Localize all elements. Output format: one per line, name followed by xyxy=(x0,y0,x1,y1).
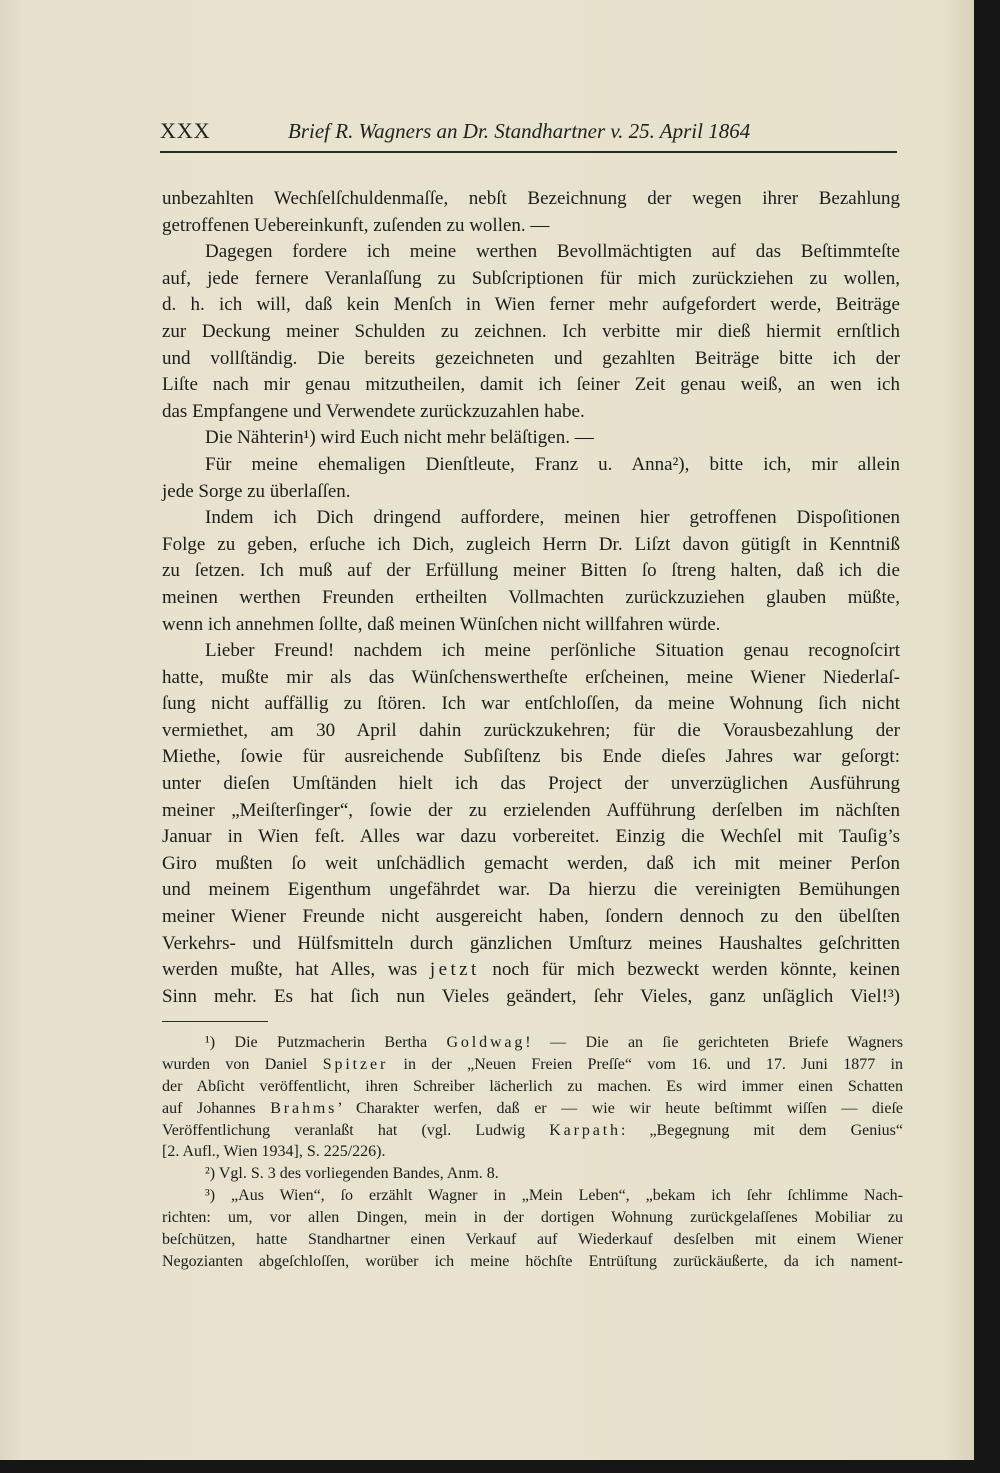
footnote-line: Negozianten abgeſchloſſen, worüber ich meine höchſte Entrüſtung zurückäußerte, da ich nament- xyxy=(162,1252,903,1270)
footnote-line xyxy=(162,1032,903,1054)
body-line: Dagegen fordere ich meine werthen Bevollmächtigten auf das Beſtimmteſte xyxy=(205,241,900,263)
spaced-emphasis: Brahms xyxy=(270,1099,338,1117)
body-line: Giro mußten ſo weit unſchädlich gemacht werden, daß ich mit meiner Perſon xyxy=(162,852,900,874)
body-line: Miethe, ſowie für ausreichende Subſiſtenz bis Ende dieſes Jahres war geſorgt: xyxy=(162,746,900,768)
text-segment: ¹) Die Putzmacherin Bertha xyxy=(205,1034,447,1051)
body-line: zur Deckung meiner Schulden zu zeichnen. Ich verbitte mir dieß hiermit ernſtlich xyxy=(162,320,900,342)
body-line: meiner Wiener Freunde nicht ausgereicht haben, ſondern dennoch zu den übelſten xyxy=(162,906,900,928)
body-line: und meinem Eigenthum ungefährdet war. Da hierzu die vereinigten Bemühungen xyxy=(162,879,900,901)
body-line: unter dieſen Umſtänden hielt ich das Project der unverzüglichen Ausführung xyxy=(162,773,900,795)
body-line: Januar in Wien feſt. Alles war dazu vorbereitet. Einzig die Wechſel mit Tauſig’s xyxy=(162,826,900,848)
body-line: Folge zu geben, erſuche ich Dich, zugleich Herrn Dr. Liſzt davon gütigſt in Kenntniß xyxy=(162,533,900,555)
footnote-line: ³) „Aus Wien“, ſo erzählt Wagner in „Mein Leben“, „bekam ich ſehr ſchlimme Nach- xyxy=(205,1187,903,1205)
body-line: Für meine ehemaligen Dienſtleute, Franz u. Anna²), bitte ich, mir allein xyxy=(205,453,900,475)
body-line: d. h. ich will, daß kein Menſch in Wien ferner mehr aufgefordert werde, Beiträge xyxy=(162,294,900,316)
body-line: jede Sorge zu überlaſſen. xyxy=(162,480,351,502)
footnote-line xyxy=(162,1054,903,1076)
body-line xyxy=(162,957,900,984)
text-segment: wurden von Daniel xyxy=(162,1055,323,1073)
text-segment: ! — Die an ſie gerichteten Briefe Wagners xyxy=(525,1034,903,1051)
body-line: Sinn mehr. Es hat ſich nun Vieles geändert, ſehr Vieles, ganz unſäglich Viel!³) xyxy=(162,985,900,1007)
page-number: XXX xyxy=(160,118,211,143)
text-segment: auf Johannes xyxy=(162,1099,271,1117)
body-line: zu ſetzen. Ich muß auf der Erfüllung meiner Bitten ſo ſtreng halten, daß ich die xyxy=(162,560,900,582)
spaced-emphasis: jetzt xyxy=(429,959,480,981)
text-segment: in der „Neuen Freien Preſſe“ vom 16. und 17. Juni 1877 in xyxy=(388,1055,904,1073)
body-line: getroffenen Uebereinkunft, zuſenden zu wollen. — xyxy=(162,214,550,236)
body-text xyxy=(162,186,900,1010)
body-line: Indem ich Dich dringend auffordere, meinen hier getroffenen Dispoſitionen xyxy=(205,507,900,529)
footnotes xyxy=(162,1032,903,1273)
footnote-rule xyxy=(162,1021,268,1022)
footnote-line xyxy=(162,1098,903,1120)
body-line: auf, jede fernere Veranlaſſung zu Subſcriptionen für mich zurückziehen zu wollen, xyxy=(162,267,900,289)
footnote-line: beſchützen, hatte Standhartner einen Verkauf auf Wiederkauf desſelben mit einem Wiener xyxy=(162,1231,903,1249)
footnote-line: ²) Vgl. S. 3 des vorliegenden Bandes, Anm. 8. xyxy=(205,1165,499,1183)
footnote-line: der Abſicht veröffentlicht, ihren Schreiber lächerlich zu machen. Es wird immer einen Schatten xyxy=(162,1077,903,1095)
header-rule xyxy=(160,151,897,153)
footnote-line: richten: um, vor allen Dingen, mein in der dortigen Wohnung zurückgelaſſenes Mobiliar zu xyxy=(162,1209,903,1227)
body-line: meiner „Meiſterſinger“, ſowie der zu erzielenden Aufführung derſelben im nächſten xyxy=(162,799,900,821)
text-segment: Veröffentlichung veranlaßt hat (vgl. Ludwig xyxy=(162,1121,550,1139)
body-line: vermiethet, am 30 April dahin zurückzukehren; für die Vorausbezahlung der xyxy=(162,719,900,741)
body-line: hatte, mußte mir als das Wünſchenswertheſte erſcheinen, meine Wiener Niederlaſ- xyxy=(162,666,900,688)
body-line: unbezahlten Wechſelſchuldenmaſſe, nebſt Bezeichnung der wegen ihrer Bezahlung xyxy=(162,188,900,209)
body-line: das Empfangene und Verwendete zurückzuzahlen habe. xyxy=(162,400,585,422)
footnote-line xyxy=(162,1120,903,1142)
body-line: meinen werthen Freunden ertheilten Vollmachten zurückzuziehen glauben müßte, xyxy=(162,586,900,608)
text-segment: noch für mich bezweckt werden könnte, keinen xyxy=(479,959,900,981)
spaced-emphasis: Karpath xyxy=(549,1121,621,1139)
spaced-emphasis: Goldwag xyxy=(446,1034,526,1051)
running-title: Brief R. Wagners an Dr. Standhartner v. 25. April 1864 xyxy=(288,119,751,143)
body-line: Verkehrs- und Hülfsmitteln durch gänzlichen Umſturz meines Haushaltes geſchritten xyxy=(162,932,900,954)
body-line: und vollſtändig. Die bereits gezeichneten und gezahlten Beiträge bitte ich der xyxy=(162,347,900,369)
spaced-emphasis: Spitzer xyxy=(322,1055,389,1073)
text-segment: werden mußte, hat Alles, was xyxy=(162,959,430,981)
footnote-line: [2. Aufl., Wien 1934], S. 225/226). xyxy=(162,1143,386,1161)
body-line: ſung nicht auffällig zu ſtören. Ich war entſchloſſen, da meine Wohnung ſich nicht xyxy=(162,693,900,715)
text-segment: ’ Charakter werfen, daß er — wie wir heute beſtimmt wiſſen — dieſe xyxy=(337,1099,903,1117)
text-segment: : „Begegnung mit dem Genius“ xyxy=(620,1121,904,1139)
body-line: Liſte nach mir genau mitzutheilen, damit ich ſeiner Zeit genau weiß, an wen ich xyxy=(162,374,900,396)
body-line: Lieber Freund! nachdem ich meine perſönliche Situation genau recognoſcirt xyxy=(205,640,900,662)
body-line: wenn ich annehmen ſollte, daß meinen Wünſchen nicht willfahren würde. xyxy=(162,613,721,635)
body-line: Die Nähterin¹) wird Euch nicht mehr beläſtigen. — xyxy=(205,427,594,449)
